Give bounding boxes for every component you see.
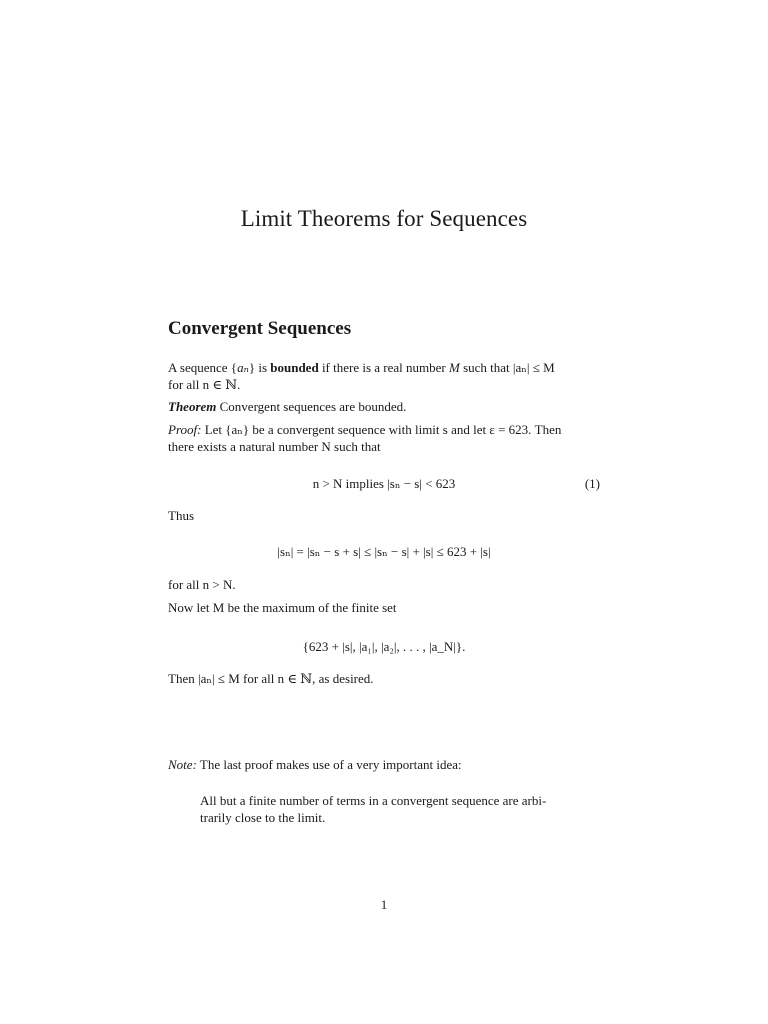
- note-text: The last proof makes use of a very important idea:: [196, 757, 462, 772]
- quote-line-2: trarily close to the limit.: [200, 810, 326, 825]
- definition-line-1: A sequence {aₙ} is bounded if there is a real number M such that |aₙ| ≤ M: [168, 360, 555, 375]
- note-paragraph: [168, 756, 600, 773]
- bounded-term: bounded: [270, 360, 319, 375]
- proof-line-1: Let {aₙ} be a convergent sequence with limit s and let ε = 623. Then: [201, 422, 562, 437]
- theorem-statement: [168, 398, 600, 415]
- note-quote: [200, 792, 576, 826]
- for-all-text: for all n > N.: [168, 577, 236, 592]
- equation-3: {623 + |s|, |a₁|, |a₂|, . . . , |a_N|}.: [302, 639, 466, 654]
- equation-1: n > N implies |sₙ − s| < 623: [312, 476, 456, 491]
- proof-paragraph: [168, 421, 600, 455]
- theorem-label: Theorem: [168, 399, 217, 414]
- equation-1-number: (1): [584, 476, 600, 491]
- quote-line-1: All but a finite number of terms in a convergent sequence are arbi-: [200, 793, 547, 808]
- document-title: Limit Theorems for Sequences: [240, 206, 528, 231]
- page-number: 1: [380, 897, 388, 912]
- now-let-text: Now let M be the maximum of the finite set: [168, 600, 397, 615]
- thus-text: Thus: [168, 508, 194, 523]
- theorem-text: Convergent sequences are bounded.: [216, 399, 407, 414]
- definition-paragraph: [168, 359, 600, 393]
- definition-line-2: for all n ∈ ℕ.: [168, 377, 241, 392]
- equation-2: |sₙ| = |sₙ − s + s| ≤ |sₙ − s| + |s| ≤ 623 + |s|: [277, 544, 491, 559]
- conclusion-text: Then |aₙ| ≤ M for all n ∈ ℕ, as desired.: [168, 671, 374, 686]
- section-title: Convergent Sequences: [168, 318, 352, 339]
- proof-label: Proof:: [168, 422, 202, 437]
- note-label: Note:: [168, 757, 197, 772]
- proof-line-2: there exists a natural number N such that: [168, 439, 381, 454]
